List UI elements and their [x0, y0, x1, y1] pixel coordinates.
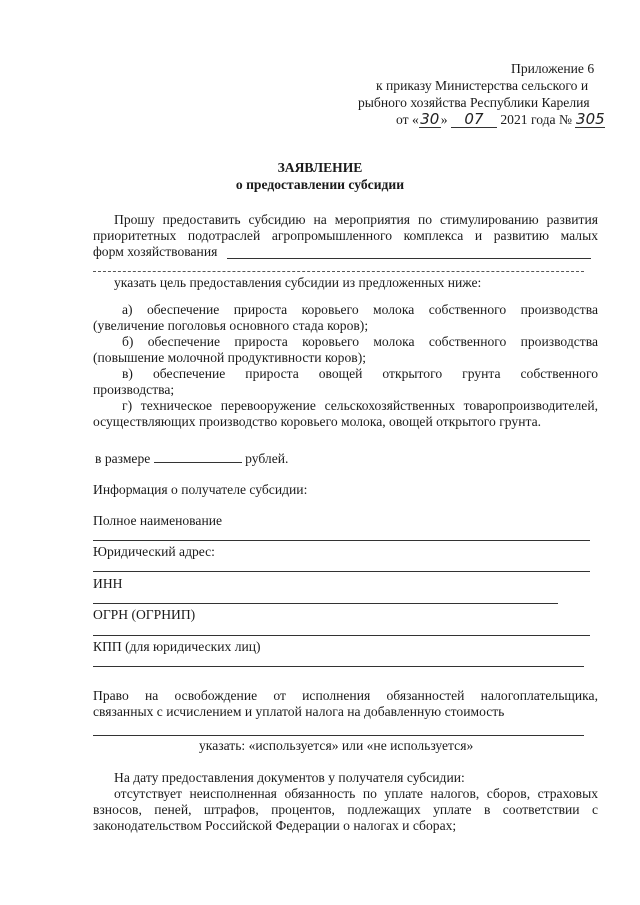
amount-field[interactable] — [154, 449, 242, 463]
number-sign: № — [558, 112, 572, 127]
vat-line-2: связанных с исчислением и уплатой налога на добавленную стоимость — [93, 704, 505, 719]
closing-line-4: законодательством Российской Федерации о налогах и сборах; — [93, 818, 457, 833]
option-c-line-1: в) обеспечение прироста овощей открытого грунта собственного — [122, 366, 598, 381]
full-name-label: Полное наименование — [93, 513, 223, 528]
amount-prefix: в размере — [95, 451, 151, 466]
option-b-line-2: (повышение молочной продуктивности коров); — [93, 350, 366, 365]
vat-field[interactable] — [93, 735, 584, 736]
amount-suffix: рублей. — [245, 451, 289, 466]
option-b-line-1: б) обеспечение прироста коровьего молока собственного производства — [122, 334, 598, 349]
date-month: 07 — [451, 111, 497, 128]
farm-form-field[interactable] — [227, 258, 591, 259]
order-reference-line: к приказу Министерства сельского и — [376, 78, 589, 93]
option-d-line-1: г) техническое перевооружение сельскохозяйственных товаропроизводителей, — [122, 398, 598, 413]
ministry-line: рыбного хозяйства Республики Карелия — [358, 95, 590, 110]
kpp-field[interactable] — [93, 666, 584, 667]
intro-line-1: Прошу предоставить субсидию на мероприятия по стимулированию развития — [114, 212, 598, 227]
vat-line-1: Право на освобождение от исполнения обязанностей налогоплательщика, — [93, 688, 598, 703]
date-year: 2021 года — [500, 112, 556, 127]
date-day: 30 — [420, 110, 440, 128]
purpose-hint: указать цель предоставления субсидии из предложенных ниже: — [114, 275, 482, 290]
inn-label: ИНН — [93, 576, 123, 591]
document-title: ЗАЯВЛЕНИЕ — [277, 160, 363, 175]
option-a-line-1: а) обеспечение прироста коровьего молока собственного производства — [122, 302, 598, 317]
amount-line — [95, 449, 288, 467]
closing-line-1: На дату предоставления документов у получателя субсидии: — [114, 770, 465, 785]
purpose-field[interactable] — [93, 271, 584, 272]
order-date-line — [396, 111, 605, 128]
address-label: Юридический адрес: — [93, 544, 215, 559]
vat-hint: указать: «используется» или «не используется» — [199, 738, 474, 753]
option-a-line-2: (увеличение поголовья основного стада коров); — [93, 318, 369, 333]
order-number: 305 — [576, 110, 605, 128]
recipient-heading: Информация о получателе субсидии: — [93, 482, 308, 497]
kpp-label: КПП (для юридических лиц) — [93, 639, 261, 654]
intro-line-3: форм хозяйствования — [93, 244, 218, 259]
date-prefix: от « — [396, 112, 419, 127]
option-c-line-2: производства; — [93, 382, 175, 397]
intro-line-2: приоритетных подотраслей агропромышленного комплекса и развитию малых — [93, 228, 598, 243]
date-mid: » — [440, 112, 448, 127]
inn-field[interactable] — [93, 603, 558, 604]
option-d-line-2: осуществляющих производство коровьего молока, овощей открытого грунта. — [93, 414, 542, 429]
document-subtitle: о предоставлении субсидии — [235, 177, 405, 192]
appendix-label: Приложение 6 — [511, 61, 595, 76]
closing-line-2: отсутствует неисполненная обязанность по уплате налогов, сборов, страховых — [114, 786, 598, 801]
closing-line-3: взносов, пеней, штрафов, процентов, подлежащих уплате в соответствии с — [93, 802, 598, 817]
ogrn-field[interactable] — [93, 635, 590, 636]
address-field[interactable] — [93, 571, 590, 572]
ogrn-label: ОГРН (ОГРНИП) — [93, 607, 196, 622]
full-name-field[interactable] — [93, 540, 590, 541]
